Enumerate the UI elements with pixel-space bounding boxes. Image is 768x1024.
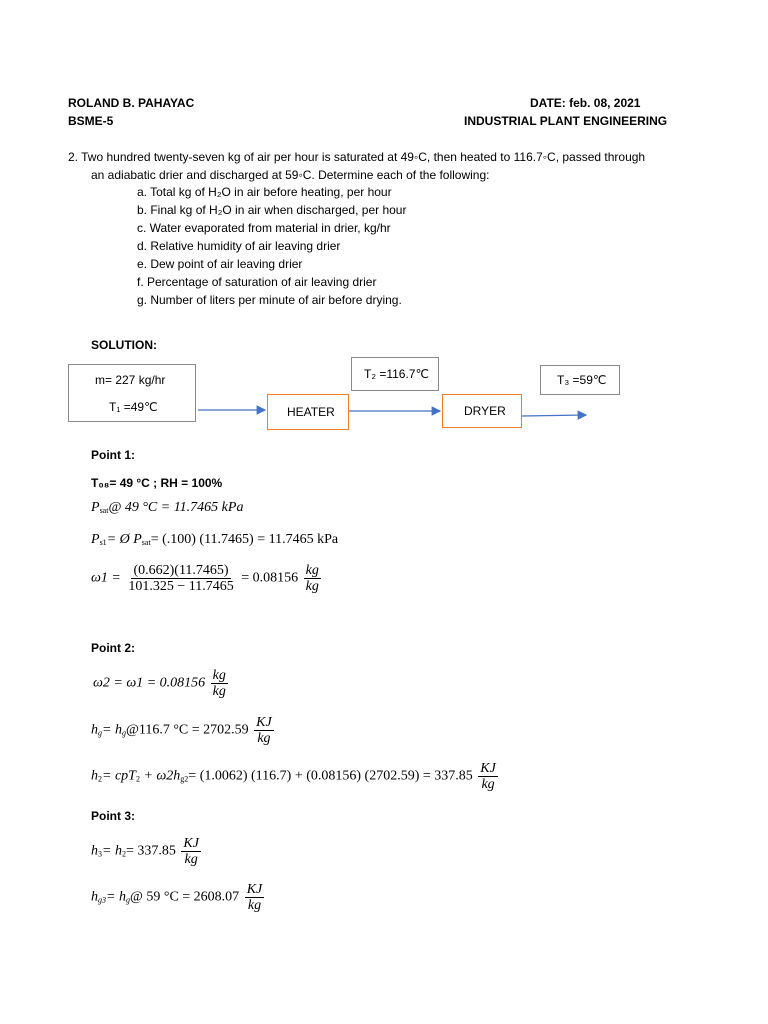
problem-item-a: a. Total kg of H₂O in air before heating, per hour [137,185,392,199]
omega1-equation: ω1 = $\frac{(0.662)(11.7465)}{101.325 - 11.7465}$ = 0.08156 $\frac{kg}{kg}$ [91,563,319,594]
point1-conditions: T₀₈= 49 °C ; RH = 100% [91,476,223,490]
t3-label: T₃ =59℃ [557,373,607,387]
problem-item-b: b. Final kg of H₂O in air when discharged, per hour [137,203,407,217]
point1-heading: Point 1: [91,448,135,462]
arrow-dryer-outlet [522,415,586,416]
solution-label: SOLUTION: [91,338,157,352]
problem-line-2: an adiabatic drier and discharged at 59◦C. Determine each of the following: [91,168,490,182]
problem-item-d: d. Relative humidity of air leaving drier [137,239,341,253]
course-label: BSME-5 [68,114,114,128]
psat-equation: $P_{sat}@$ 49 °C = 11.7465 kPa [91,500,244,515]
subject-label: INDUSTRIAL PLANT ENGINEERING [464,114,668,128]
problem-item-g: g. Number of liters per minute of air before drying. [137,293,402,307]
problem-line-1: 2. Two hundred twenty-seven kg of air per hour is saturated at 49◦C, then heated to 116.7◦C, passed through [68,150,646,164]
point2-heading: Point 2: [91,641,135,655]
date-label: DATE: feb. 08, 2021 [530,96,641,110]
t2-label: T₂ =116.7℃ [364,367,429,381]
hg3-equation: $h_{g3}=$ $h_g@$ 59 °C = 2608.07 $\frac{KJ}{kg}$ [91,882,263,913]
h3-equation: $h_3= h_2= 337.85$ $\frac{KJ}{kg}$ [91,836,199,867]
point3-heading: Point 3: [91,809,135,823]
hg-equation: $h_g=$ $h_g@116.7$ °C = 2702.59 $\frac{KJ}{kg}$ [91,715,272,746]
problem-item-c: c. Water evaporated from material in drier, kg/hr [137,221,391,235]
student-name: ROLAND B. PAHAYAC [68,96,195,110]
problem-item-e: e. Dew point of air leaving drier [137,257,303,271]
ps1-equation: $P_{s1}=$ Ø $P_{sat}= (.100) (11.7465) = 11.7465$ kPa [91,532,339,547]
t1-label: T₁ =49℃ [109,400,158,414]
omega2-equation: ω2 = ω1 = 0.08156 $\frac{kg}{kg}$ [93,668,226,699]
heater-label: HEATER [287,405,335,419]
problem-item-f: f. Percentage of saturation of air leaving drier [137,275,377,289]
dryer-label: DRYER [464,404,506,418]
mass-flow-label: m= 227 kg/hr [95,373,166,387]
h2-equation: $h_2= cpT_2 + \omega 2h_{g2}= (1.0062) (116.7) + (0.08156) (2702.59) = 337.85$ $\frac{KJ}{kg}$ [91,761,496,792]
